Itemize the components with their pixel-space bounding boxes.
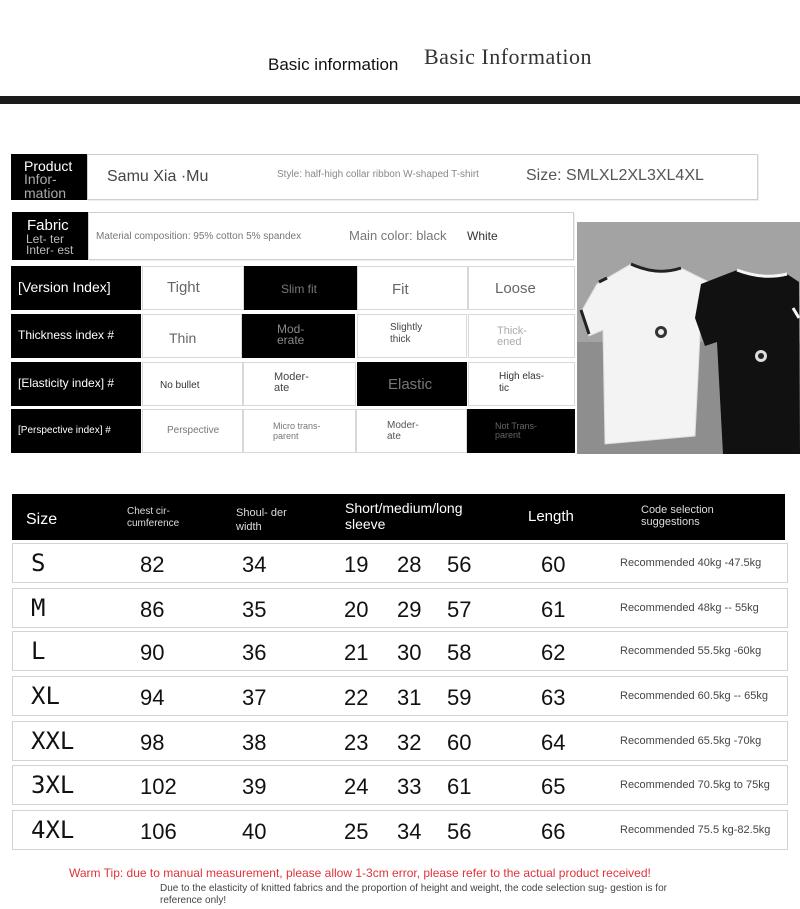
tshirt-illustration [577,222,800,454]
cell-chest: 82 [140,552,165,577]
version-option-loose [468,266,575,310]
cell-size: L [31,637,46,665]
cell-short: 20 [344,597,369,622]
perspective-option-moderate-text: Moder- ate [387,420,419,442]
thickness-option-slightly-thick [357,314,467,358]
elasticity-index-label-text: [Elasticity index] # [18,376,115,390]
cell-length: 65 [541,774,566,799]
version-option-loose-text: Loose [495,280,536,297]
header-title: Basic information [268,55,399,74]
cell-size: XL [31,682,60,710]
cell-size: M [31,594,46,622]
fabric-label: Fabric [27,217,69,234]
cell-long: 59 [447,685,472,710]
thickness-index-label [11,314,141,358]
cell-chest: 86 [140,597,165,622]
product-info-label [11,154,87,200]
cell-length: 62 [541,640,566,665]
version-option-tight [142,266,244,310]
perspective-option-not-transparent-selected [467,409,575,453]
elasticity-option-elastic-selected [357,362,467,406]
perspective-index-label [11,409,141,453]
cell-rec: Recommended 60.5kg -- 65kg [620,690,768,702]
thickness-option-moderate-text: Mod- erate [277,322,305,347]
perspective-option-moderate [356,409,467,453]
perspective-option-not-transparent-text: Not Trans- parent [495,421,538,440]
cell-size: 4XL [31,816,75,844]
header-length: Length [528,508,574,525]
cell-chest: 106 [140,819,177,844]
cell-rec: Recommended 75.5 kg-82.5kg [620,824,771,836]
cell-length: 63 [541,685,566,710]
elasticity-index-label [11,362,141,406]
cell-long: 56 [447,552,472,577]
style-text: Style: half-high collar ribbon W-shaped T-shirt [277,169,479,180]
elasticity-option-high-elastic [468,362,575,406]
cell-medium: 31 [397,685,422,710]
version-index-label-text: [Version Index] [18,279,111,295]
cell-shoulder: 39 [242,774,267,799]
header-suggestion: Code selection suggestions [641,504,714,528]
table-row [12,765,788,805]
perspective-index-row [11,409,575,453]
cell-rec: Recommended 40kg -47.5kg [620,557,762,569]
header-size: Size [26,511,58,528]
cell-long: 57 [447,597,472,622]
table-row [12,588,788,628]
brand-name: Samu Xia ·Mu [107,168,209,185]
warm-tip: Warm Tip: due to manual measurement, please allow 1-3cm error, please refer to the actual product received! [69,866,651,880]
thickness-option-thickened-text: Thick- ened [497,325,527,348]
elasticity-option-moderate [243,362,356,406]
fabric-label-box [12,212,88,260]
thickness-index-row [11,314,575,358]
size-table-header [12,494,785,540]
cell-short: 22 [344,685,369,710]
version-option-slim-selected [244,266,357,310]
header-sleeve: Short/medium/long sleeve [345,500,463,532]
cell-short: 24 [344,774,369,799]
perspective-option-micro [243,409,356,453]
cell-short: 19 [344,552,369,577]
cell-length: 61 [541,597,566,622]
cell-medium: 32 [397,730,422,755]
elasticity-index-row [11,362,575,406]
thickness-option-thickened [468,314,575,358]
version-index-row [11,266,575,310]
cell-size: S [31,549,46,577]
cell-chest: 102 [140,774,177,799]
thickness-index-label-text: Thickness index # [18,328,115,342]
version-option-slim-text: Slim fit [281,282,317,296]
elasticity-option-no-bullet-text: No bullet [160,380,200,391]
material-composition: Material composition: 95% cotton 5% spandex [96,231,302,242]
cell-rec: Recommended 48kg -- 55kg [620,602,759,614]
cell-length: 60 [541,552,566,577]
table-row [12,676,788,716]
cell-long: 58 [447,640,472,665]
version-option-fit-text: Fit [392,281,409,298]
cell-long: 61 [447,774,472,799]
cell-short: 25 [344,819,369,844]
cell-shoulder: 40 [242,819,267,844]
thickness-option-thin-text: Thin [169,330,197,346]
cell-rec: Recommended 55.5kg -60kg [620,645,762,657]
thickness-option-moderate-selected [242,314,355,358]
elasticity-option-moderate-text: Moder- ate [274,371,309,394]
cell-long: 60 [447,730,472,755]
cell-long: 56 [447,819,472,844]
table-row [12,631,788,671]
header-title-serif: Basic Information [424,44,592,69]
main-color: Main color: black [349,228,447,243]
cell-size: 3XL [31,771,75,799]
size-range: Size: SMLXL2XL3XL4XL [526,167,704,184]
cell-shoulder: 38 [242,730,267,755]
cell-shoulder: 37 [242,685,267,710]
cell-chest: 94 [140,685,165,710]
cell-short: 21 [344,640,369,665]
cell-size: XXL [31,727,75,755]
header-divider [0,96,800,104]
cell-medium: 28 [397,552,422,577]
cell-chest: 98 [140,730,165,755]
product-photo [577,222,800,454]
cell-length: 64 [541,730,566,755]
cell-short: 23 [344,730,369,755]
version-option-tight-text: Tight [167,279,200,296]
cell-length: 66 [541,819,566,844]
perspective-option-micro-text: Micro trans- parent [273,421,321,441]
fabric-info-box [88,212,574,260]
header-shoulder: Shoul- der width [236,507,287,533]
perspective-index-label-text: [Perspective index] # [18,425,111,436]
product-label-sub: Infor- mation [24,171,67,201]
perspective-option-perspective [142,409,243,453]
cell-chest: 90 [140,640,165,665]
elasticity-option-no-bullet [142,362,243,406]
elasticity-option-high-elastic-text: High elas- tic [499,371,545,394]
header-chest: Chest cir- cumference [127,506,180,529]
selection-note: Due to the elasticity of knitted fabrics and the proportion of height and weight, the code selection sug- gestion is for reference only! [160,883,667,906]
thickness-option-thin [142,314,242,358]
cell-rec: Recommended 65.5kg -70kg [620,735,762,747]
thickness-option-slightly-thick-text: Slightly thick [390,322,423,345]
table-row [12,721,788,761]
cell-medium: 30 [397,640,422,665]
version-option-fit [357,266,468,310]
elasticity-option-elastic-text: Elastic [388,376,433,393]
cell-medium: 34 [397,819,422,844]
cell-shoulder: 35 [242,597,267,622]
cell-medium: 29 [397,597,422,622]
product-info-box [87,154,758,200]
version-index-label [11,266,141,310]
fabric-label-sub: Let- ter Inter- est [26,232,74,257]
table-row [12,543,788,583]
cell-shoulder: 34 [242,552,267,577]
perspective-option-perspective-text: Perspective [167,425,220,436]
cell-rec: Recommended 70.5kg to 75kg [620,779,770,791]
other-color: White [467,229,498,243]
table-row [12,810,788,850]
product-label: Product [24,158,73,174]
cell-shoulder: 36 [242,640,267,665]
cell-medium: 33 [397,774,422,799]
